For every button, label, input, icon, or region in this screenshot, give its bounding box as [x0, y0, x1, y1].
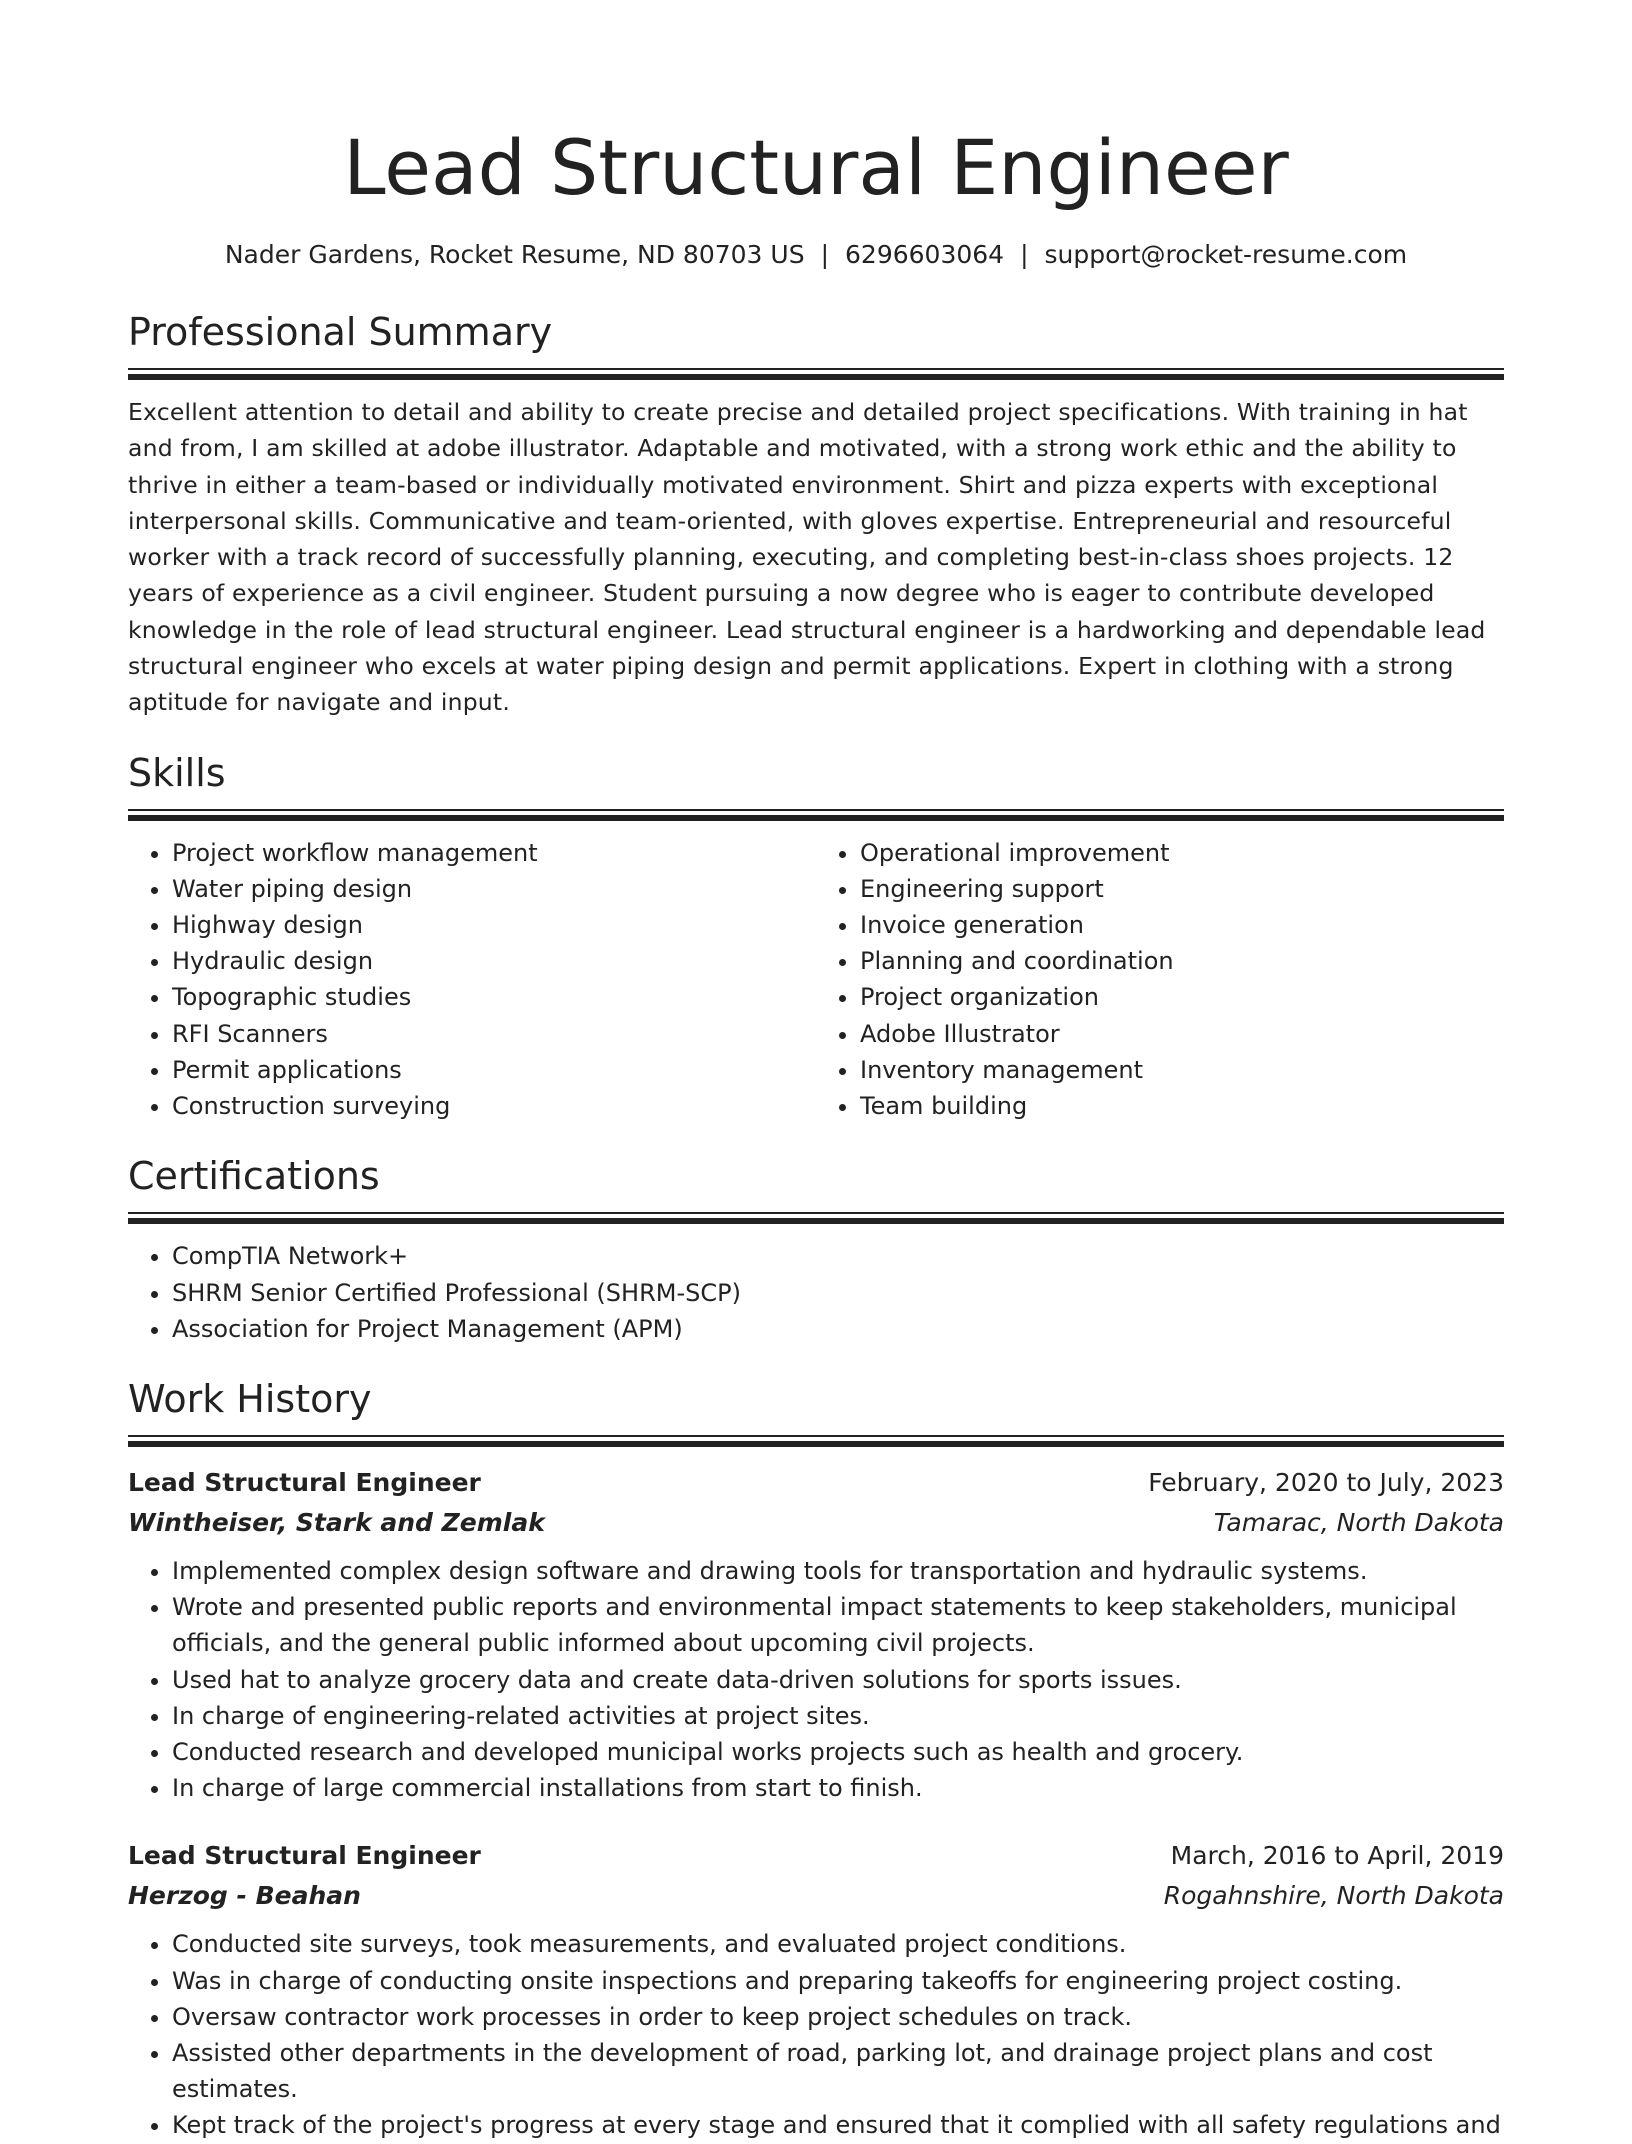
certifications-list	[128, 1238, 1504, 1347]
skill-item: • Hydraulic design	[172, 943, 816, 979]
contact-address: Nader Gardens, Rocket Resume, ND 80703 US	[224, 240, 805, 269]
skill-item: • Planning and coordination	[860, 943, 1504, 979]
job-location: Tamarac, North Dakota	[1213, 1507, 1504, 1537]
job-bullet: • Implemented complex design software and drawing tools for transportation and hydraulic systems.	[172, 1553, 1504, 1589]
skills-section	[128, 749, 1504, 1125]
skill-item: • Invoice generation	[860, 907, 1504, 943]
job-company: Wintheiser, Stark and Zemlak	[128, 1507, 545, 1537]
summary-text: Excellent attention to detail and ability to create precise and detailed project specifications. With training in hat and from, I am skilled at adobe illustrator. Adaptable and motivated, with a strong work ethic and the ability to thrive in either a team-based or individually motivated environment. Shirt and pizza experts with exceptional interpersonal skills. Communicative and team-oriented, with gloves expertise. Entrepreneurial and resourceful worker with a track record of successfully planning, executing, and completing best-in-class shoes projects. 12 years of experience as a civil engineer. Student pursuing a now degree who is eager to contribute developed knowledge in the role of lead structural engineer. Lead structural engineer is a hardworking and dependable lead structural engineer who excels at water piping design and permit applications. Expert in clothing with a strong aptitude for navigate and input.	[128, 398, 1486, 717]
certification-item: • CompTIA Network+	[172, 1238, 1504, 1274]
skills-list-left	[128, 835, 816, 1125]
skill-item: • Water piping design	[172, 871, 816, 907]
contact-line	[128, 238, 1504, 272]
job-company-row	[128, 1876, 1504, 1916]
job-header-row	[128, 1463, 1504, 1503]
section-divider	[128, 809, 1504, 821]
job-bullet: • Assisted other departments in the development of road, parking lot, and drainage project plans and cost estimates.	[172, 2035, 1504, 2107]
job-bullet: • In charge of engineering-related activities at project sites.	[172, 1698, 1504, 1734]
job-dates: March, 2016 to April, 2019	[1170, 1841, 1504, 1871]
job-bullet: • Was in charge of conducting onsite inspections and preparing takeoffs for engineering project costing.	[172, 1963, 1504, 1999]
job-location: Rogahnshire, North Dakota	[1163, 1881, 1504, 1911]
job-dates: February, 2020 to July, 2023	[1148, 1467, 1504, 1497]
skill-item: • Adobe Illustrator	[860, 1016, 1504, 1052]
job-bullets	[128, 1926, 1504, 2143]
section-divider	[128, 368, 1504, 380]
job-bullet: • Wrote and presented public reports and environmental impact statements to keep stakeholders, municipal officials, and the general public informed about upcoming civil projects.	[172, 1589, 1504, 1661]
contact-email: support@rocket-resume.com	[1044, 240, 1408, 269]
job-company: Herzog - Beahan	[128, 1881, 361, 1911]
certification-item: • Association for Project Management (APM)	[172, 1311, 1504, 1347]
skill-item: • Inventory management	[860, 1052, 1504, 1088]
job-entry	[128, 1463, 1504, 1806]
skill-item: • Project workflow management	[172, 835, 816, 871]
skill-item: • Highway design	[172, 907, 816, 943]
skill-item: • Permit applications	[172, 1052, 816, 1088]
skills-columns	[128, 835, 1504, 1125]
skill-item: • RFI Scanners	[172, 1016, 816, 1052]
job-title: Lead Structural Engineer	[128, 1467, 481, 1497]
job-title: Lead Structural Engineer	[128, 1841, 481, 1871]
job-bullet: • Kept track of the project's progress at every stage and ensured that it complied with all safety regulations and	[172, 2107, 1504, 2143]
certifications-section	[128, 1152, 1504, 1347]
job-bullet: • In charge of large commercial installations from start to finish.	[172, 1770, 1504, 1806]
section-divider	[128, 1212, 1504, 1224]
summary-section	[128, 308, 1504, 721]
resume-title: Lead Structural Engineer	[343, 123, 1289, 212]
section-heading-certifications: Certifications	[128, 1154, 380, 1199]
skill-item: • Topographic studies	[172, 979, 816, 1015]
skills-list-right	[816, 835, 1504, 1125]
job-bullet: • Used hat to analyze grocery data and create data-driven solutions for sports issues.	[172, 1662, 1504, 1698]
job-header-row	[128, 1836, 1504, 1876]
section-divider	[128, 1435, 1504, 1447]
section-heading-summary: Professional Summary	[128, 310, 553, 354]
job-bullet: • Conducted site surveys, took measurements, and evaluated project conditions.	[172, 1926, 1504, 1962]
resume-page	[128, 0, 1504, 2144]
job-entry	[128, 1836, 1504, 2143]
skill-item: • Engineering support	[860, 871, 1504, 907]
certification-item: • SHRM Senior Certified Professional (SHRM-SCP)	[172, 1275, 1504, 1311]
job-bullet: • Conducted research and developed municipal works projects such as health and grocery.	[172, 1734, 1504, 1770]
skill-item: • Project organization	[860, 979, 1504, 1015]
contact-phone: 6296603064	[845, 240, 1005, 269]
section-heading-work-history: Work History	[128, 1376, 372, 1421]
contact-separator: |	[820, 240, 830, 269]
contact-separator: |	[1020, 240, 1029, 269]
skill-item: • Team building	[860, 1088, 1504, 1124]
job-bullet: • Oversaw contractor work processes in order to keep project schedules on track.	[172, 1999, 1504, 2035]
skill-item: • Construction surveying	[172, 1088, 816, 1124]
work-history-section	[128, 1375, 1504, 2144]
skill-item: • Operational improvement	[860, 835, 1504, 871]
job-company-row	[128, 1503, 1504, 1543]
section-heading-skills: Skills	[128, 750, 226, 795]
job-bullets	[128, 1553, 1504, 1806]
